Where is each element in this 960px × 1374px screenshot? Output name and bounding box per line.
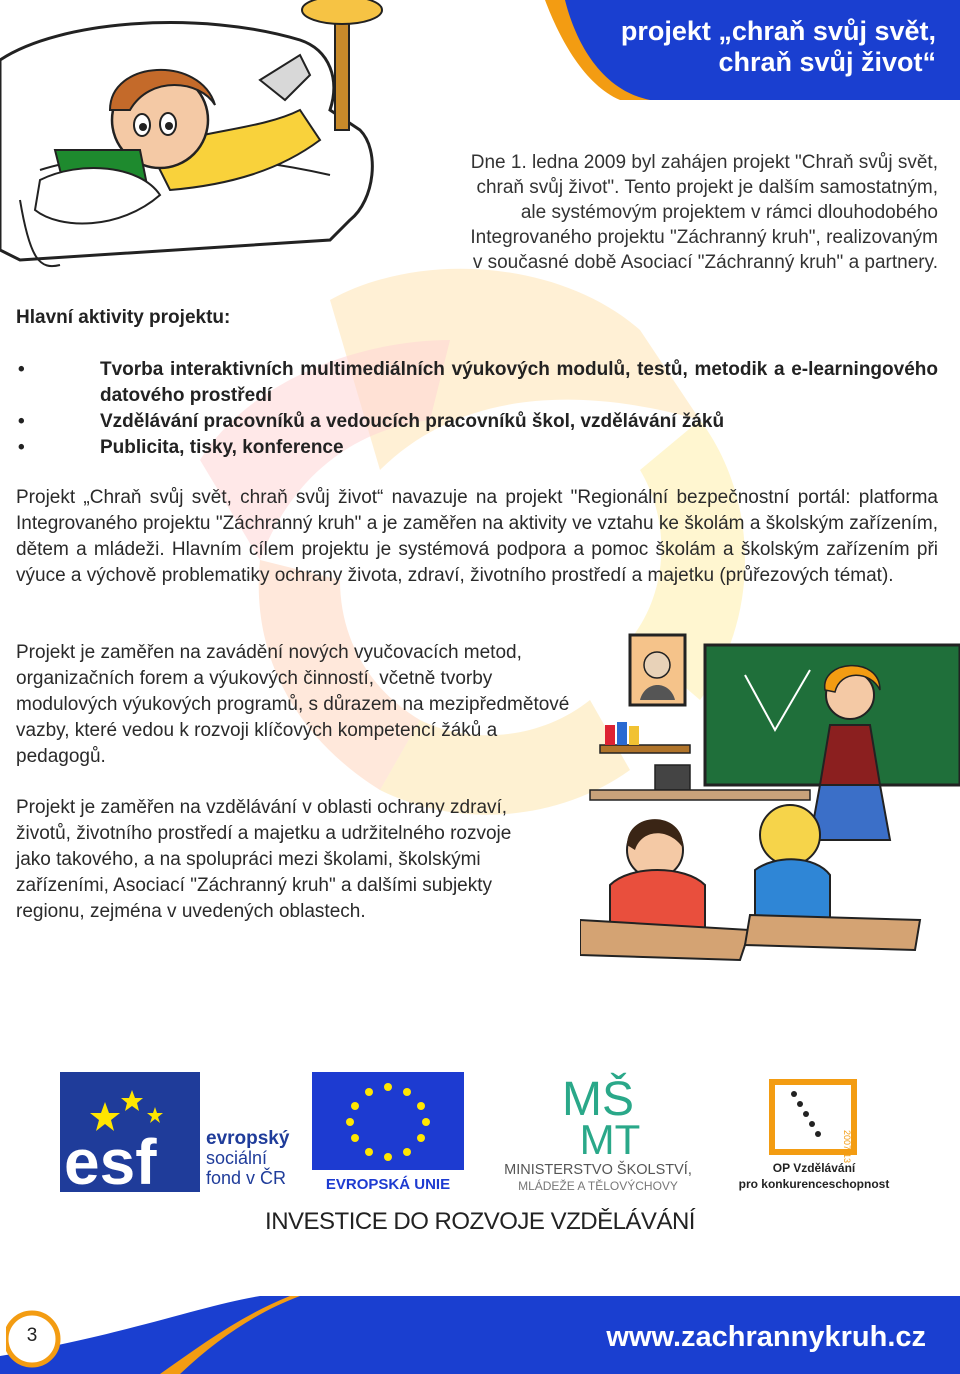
eu-label: EVROPSKÁ UNIE [325,1176,451,1192]
bullet-icon: • [18,359,25,380]
intro-text [250,150,938,275]
page-number: 3 [26,1325,38,1346]
activity-text: Publicita, tisky, konference [100,437,344,458]
bullet-icon: • [18,411,25,432]
header-title-line1: projekt „chraň svůj svět, [620,16,936,46]
op-line1: OP Vzdělávání [772,1161,856,1175]
activities-heading: Hlavní aktivity projektu: [16,307,231,328]
paragraph-education: Projekt je zaměřen na vzdělávání v oblasti ochrany zdraví, životů, životního prostředí a majetku a udržitelného rozvoje jako takového, a na spolupráci mezi školami, školskými zařízeními, Asociací "Záchranný kruh" a dalšími subjekty regionu, zejména v uvedených oblastech. [16,797,512,922]
classroom-illustration [580,630,960,1010]
msmt-mark-top: MŠ [562,1073,634,1126]
msmt-line1: MINISTERSTVO ŠKOLSTVÍ, [504,1162,692,1178]
activity-text: Tvorba interaktivních multimediálních výukových modulů, testů, metodik a e-learningového datového prostředí [100,359,938,406]
msmt-logo [470,1070,725,1195]
paragraph-project-link: Projekt „Chraň svůj svět, chraň svůj život“ navazuje na projekt "Regionální bezpečnostní portál: platforma Integrovaného projektu "Záchranný kruh" a je zaměřen na aktivity ve vztahu ke školám a školským zařízením, dětem a mládeži. Hlavním cílem projektu je systémová podpora a pomoc školám a školským zařízením při výuce a výchově problematiky ochrany života, zdraví, životního prostředí a majetku (průřezových témat). [16,487,938,586]
activity-text: Vzdělávání pracovníků a vedoucích pracovníků škol, vzdělávání žáků [100,411,725,432]
msmt-line2: MLÁDEŽE A TĚLOVÝCHOVY [518,1179,678,1193]
bullet-icon: • [18,437,25,458]
activity-item [16,357,938,409]
paragraph-methods: Projekt je zaměřen na zavádění nových vyučovacích metod, organizačních forem a výukových činností, včetně tvorby modulových výukových programů, s důrazem na mezipředmětové vazby, které vedou k rozvoji klíčových kompetencí žáků a pedagogů. [16,642,570,767]
intro-line: Dne 1. ledna 2009 byl zahájen projekt "Chraň svůj svět, [470,152,938,173]
eu-logo [312,1072,464,1192]
activities-list [16,357,938,461]
esf-line1: evropský [206,1128,290,1149]
investice-tagline: INVESTICE DO ROZVOJE VZDĚLÁVÁNÍ [265,1208,695,1235]
intro-line: v současné době Asociací "Záchranný kruh" a partnery. [472,252,938,273]
header-title [516,16,936,78]
esf-logo [60,1072,305,1192]
op-years: 2007-13 [842,1130,852,1164]
intro-line: ale systémovým projektem v rámci dlouhodobého [520,202,938,223]
msmt-mark-bottom: MT [579,1116,641,1163]
op-line2: pro konkurenceschopnost [738,1177,890,1191]
op-vzdelavani-logo [732,1072,897,1197]
intro-line: chraň svůj život". Tento projekt je dalším samostatným, [476,177,938,198]
activity-item [16,409,938,435]
esf-mark: esf [64,1126,157,1192]
esf-line2: sociální [206,1148,268,1168]
intro-line: Integrovaného projektu "Záchranný kruh", realizovaným [470,227,938,248]
esf-line3: fond v ČR [206,1168,287,1188]
activity-item [16,435,938,461]
website-link[interactable]: www.zachrannykruh.cz [606,1321,926,1353]
header-title-line2: chraň svůj život“ [718,47,936,77]
